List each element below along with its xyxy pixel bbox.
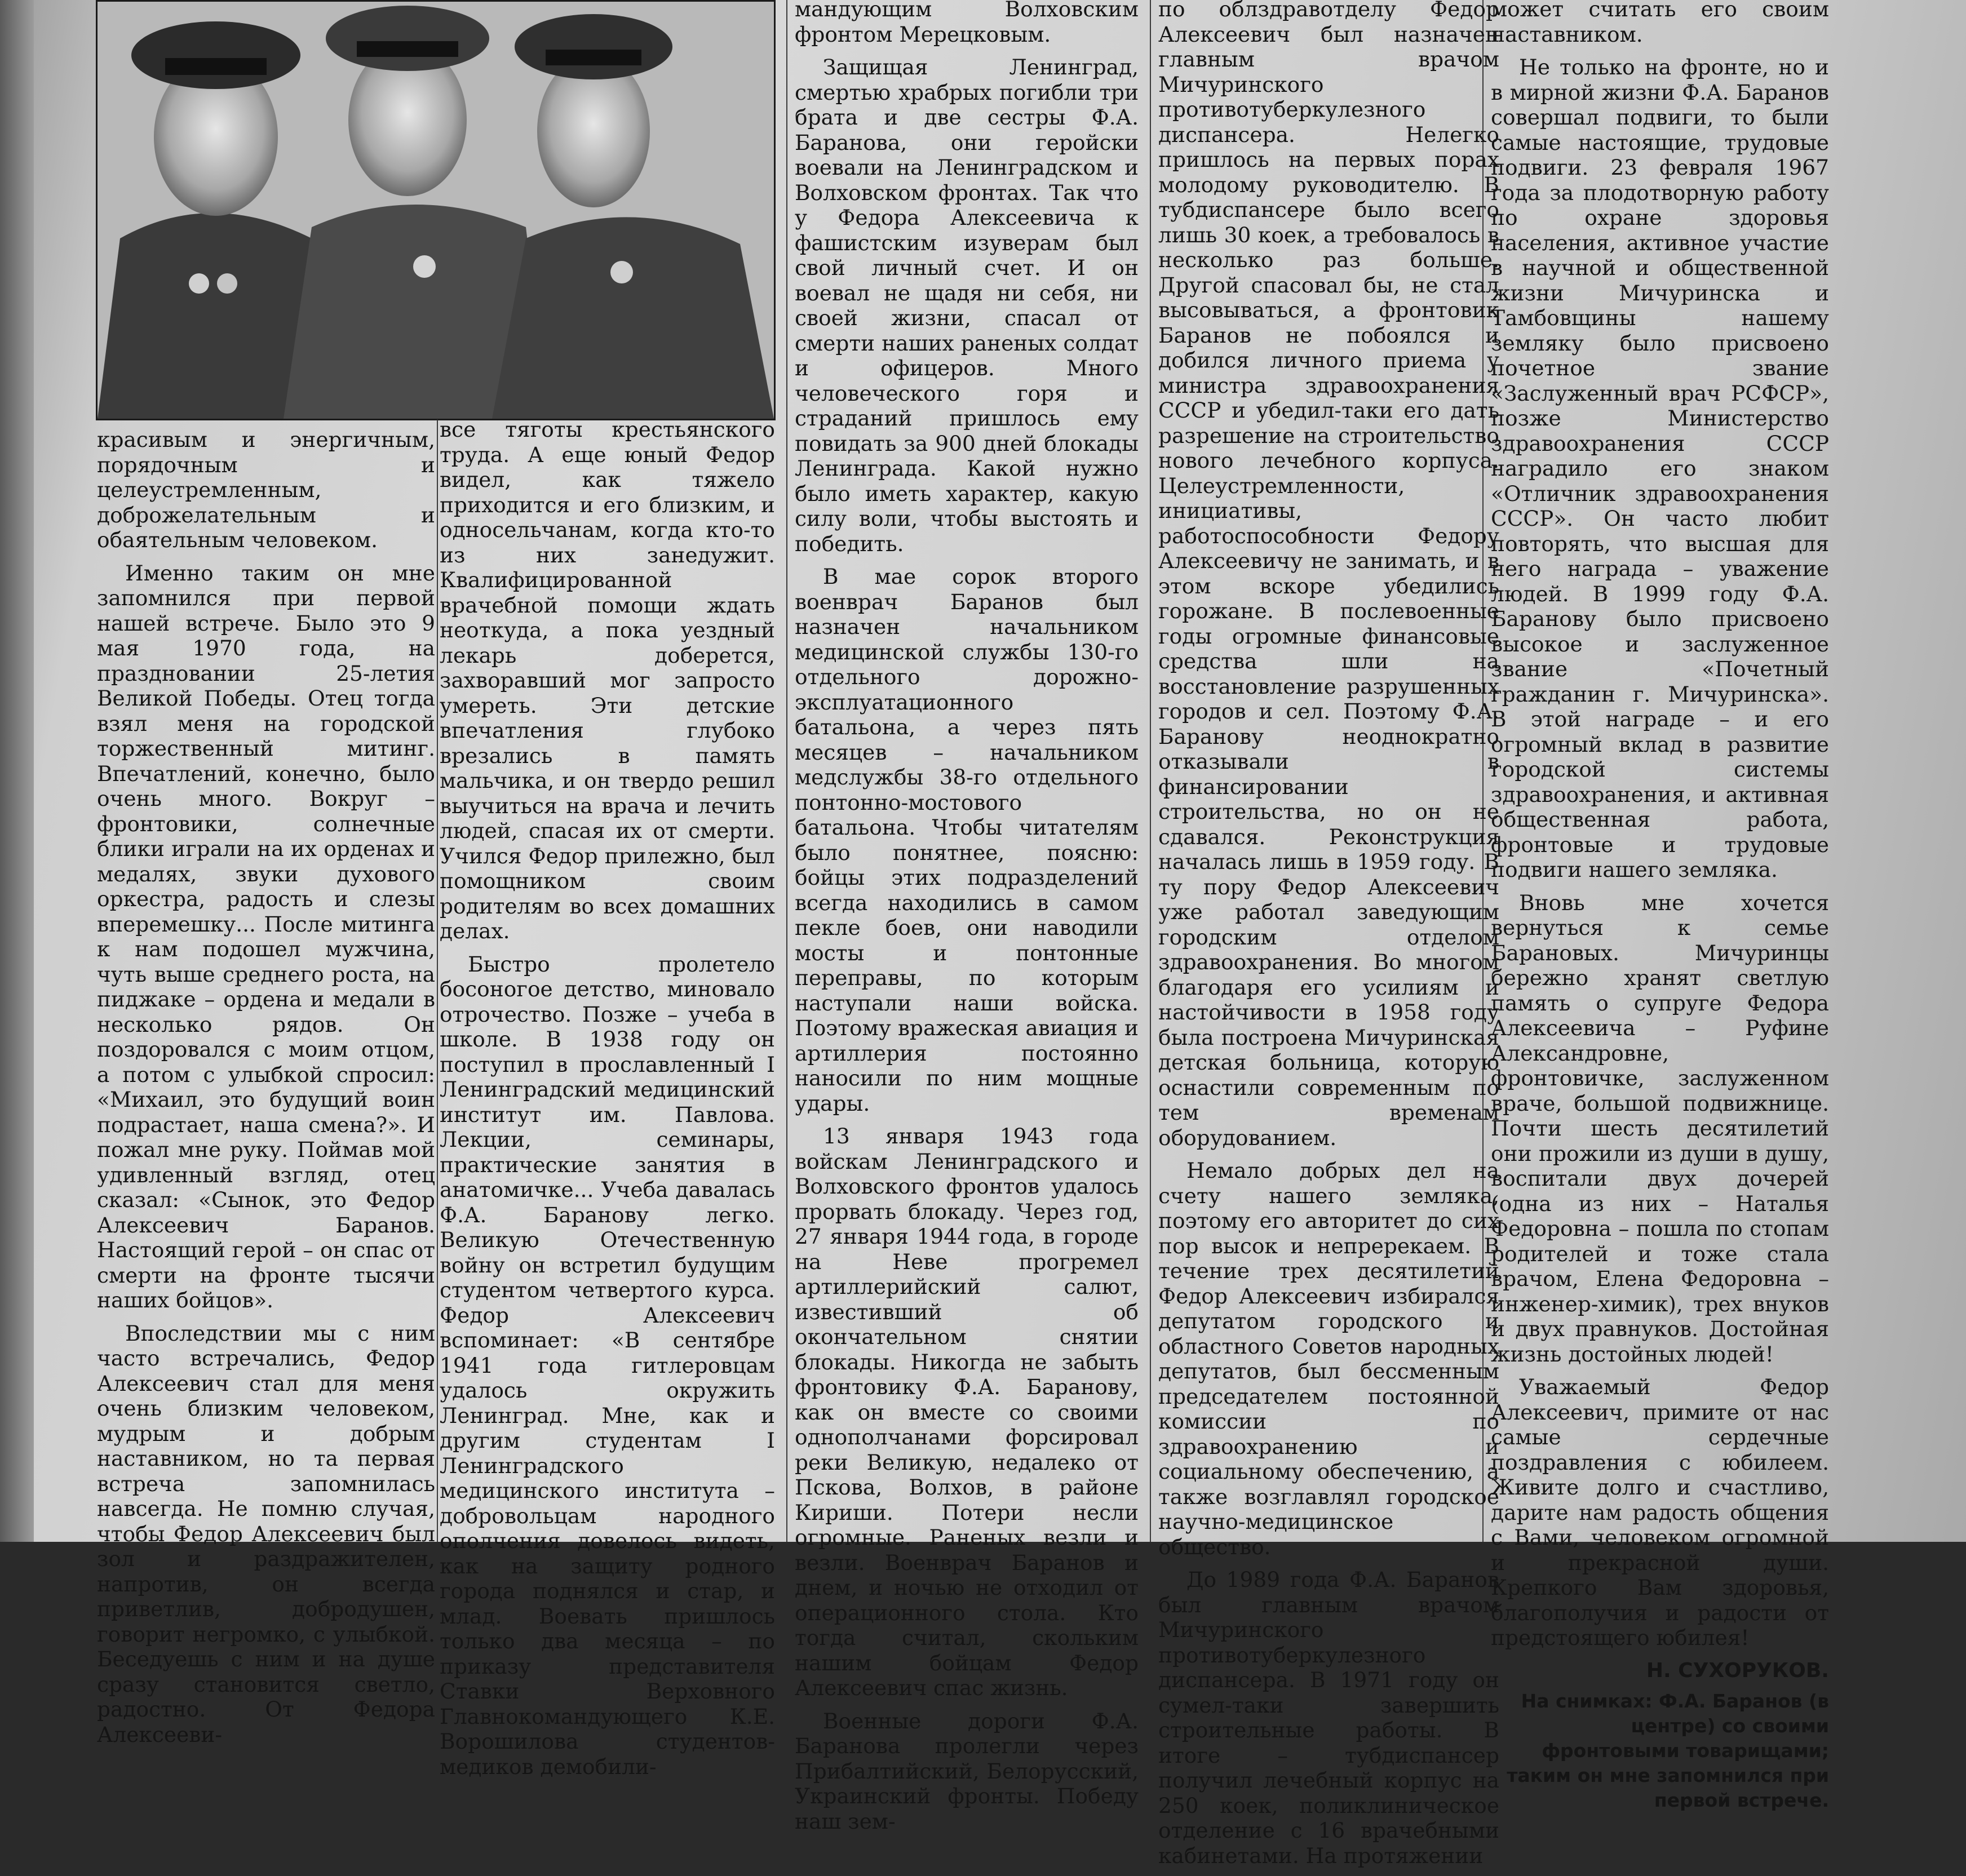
paragraph: по облздравотделу Федор Алексеевич был назначен главным врачом Мичуринского противотуберкулезного диспансера. Нелегко пришлось на первых порах молодому руководителю. В тубдиспансере было всего лишь 30 коек, а требовалось в несколько раз больше. Другой спасовал бы, не стал высовываться, а фронтовик Баранов не побоялся и добился личного приема у министра здравоохранения СССР и убедил-таки его дать разрешение на строительство нового лечебного корпуса. Целеустремленности, инициативы, работоспособности Федору Алексеевичу не занимать, и в этом вскоре убедились горожане. В послевоенные годы огромные финансовые средства шли на восстановление разрушенных городов и сел. Поэтому Ф.А. Баранову неоднократно отказывали в финансировании строительства, но он не сдавался. Реконструкция началась лишь в 1959 году. В ту пору Федор Алексеевич уже работал заведующим городским отделом здравоохранения. Во многом благодаря его усилиям и настойчивости в 1958 году была построена Мичуринская детская больница, которую оснастили современным по тем временам оборудованием.: [1158, 0, 1499, 1150]
paragraph: Не только на фронте, но и в мирной жизни Ф.А. Баранов совершал подвиги, то были самые настоящие, трудовые подвиги. 23 февраля 1967 года за плодотворную работу по охране здоровья населения, активное участие в научной и общественной жизни Мичуринска и Тамбовщины нашему земляку было присвоено почетное звание «Заслуженный врач РСФСР», позже Министерство здравоохранения СССР наградило его знаком «Отличник здравоохранения СССР». Он часто любит повторять, что высшая для него награда – уважение людей. В 1999 году Ф.А. Баранову было присвоено высокое и заслуженное звание «Почетный гражданин г. Мичуринска». В этой награде – и его огромный вклад в развитие городской системы здравоохранения, и активная общественная работа, фронтовые и трудовые подвиги нашего земляка.: [1491, 55, 1829, 882]
paragraph: Военные дороги Ф.А. Баранова пролегли через Прибалтийский, Белорусский, Украинский фронты. Победу наш зем-: [795, 1708, 1139, 1834]
paragraph: красивым и энергичным, порядочным и целеустремленным, доброжелательным и обаятельным человеком.: [97, 427, 435, 552]
paragraph: В мае сорок второго военврач Баранов был назначен начальником медицинской службы 130-го отдельного дорожно-эксплуатационного батальона, а через пять месяцев – начальником медслужбы 38-го отдельного понтонно-мостового батальона. Чтобы читателям было понятнее, поясню: бойцы этих подразделений всегда находились в самом пекле боев, они наводили мосты и понтонные переправы, по которым наступали наши войска. Поэтому вражеская авиация и артиллерия постоянно наносили по ним мощные удары.: [795, 564, 1139, 1116]
photo-caption: На снимках: Ф.А. Баранов (в центре) со своими фронтовыми товарищами; таким он мне запомнился при первой встрече.: [1507, 1690, 1829, 1811]
article-column-1: [97, 427, 435, 1755]
article-column-3: [795, 0, 1139, 1842]
paragraph: До 1989 года Ф.А. Баранов был главным врачом Мичуринского противотуберкулезного диспансера. В 1971 году он сумел-таки завершить строительные работы. В итоге – тубдиспансер получил лечебный корпус на 250 коек, поликлиническое отделение с 16 врачебными кабинетами. На протяжении: [1158, 1567, 1499, 1868]
article-column-5: [1491, 0, 1829, 1813]
paragraph: Немало добрых дел на счету нашего земляка, поэтому его авторитет до сих пор высок и непререкаем. В течение трех десятилетий Федор Алексеевич избирался депутатом городского и областного Советов народных депутатов, был бессменным председателем постоянной комиссии по здравоохранению и социальному обеспечению, а также возглавлял городское научно-медицинское общество.: [1158, 1158, 1499, 1559]
author-signature: Н. СУХОРУКОВ.: [1646, 1658, 1829, 1682]
paragraph: все тяготы крестьянского труда. А еще юный Федор видел, как тяжело приходится и его близким, и односельчанам, когда кто-то из них занедужит. Квалифицированной врачебной помощи ждать неоткуда, а пока уездный лекарь доберется, захворавший мог запросто умереть. Эти детские впечатления глубоко врезались в память мальчика, и он твердо решил выучиться на врача и лечить людей, спасая их от смерти. Учился Федор прилежно, был помощником своим родителям во всех домашних делах.: [440, 417, 775, 943]
paragraph: Именно таким он мне запомнился при первой нашей встрече. Было это 9 мая 1970 года, на праздновании 25-летия Великой Победы. Отец тогда взял меня на городской торжественный митинг. Впечатлений, конечно, было очень много. Вокруг – фронтовики, солнечные блики играли на их орденах и медалях, звуки духового оркестра, радость и слезы вперемешку... После митинга к нам подошел мужчина, чуть выше среднего роста, на пиджаке – ордена и медали в несколько рядов. Он поздоровался с моим отцом, а потом с улыбкой спросил: «Михаил, это будущий воин подрастает, наша смена?». И пожал мне руку. Поймав мой удивленный взгляд, отец сказал: «Сынок, это Федор Алексеевич Баранов. Настоящий герой – он спас от смерти на фронте тысячи наших бойцов».: [97, 560, 435, 1312]
paragraph: Уважаемый Федор Алексеевич, примите от нас самые сердечные поздравления с юбилеем. Живите долго и счастливо, дарите нам радость общения с Вами, человеком огромной и прекрасной души. Крепкого Вам здоровья, благополучия и радости от предстоящего юбилея!: [1491, 1374, 1829, 1650]
paragraph: мандующим Волховским фронтом Мерецковым.: [795, 0, 1139, 47]
page-edge: [0, 0, 34, 1542]
paragraph: Защищая Ленинград, смертью храбрых погибли три брата и две сестры Ф.А. Баранова, они геройски воевали на Ленинградском и Волховском фронтах. Так что у Федора Алексеевича к фашистским изуверам был свой личный счет. И он воевал не щадя ни себя, ни своей жизни, спасал от смерти наших раненых солдат и офицеров. Много человеческого горя и страданий пришлось ему повидать за 900 дней блокады Ленинграда. Какой нужно было иметь характер, какую силу воли, чтобы выстоять и победить.: [795, 55, 1139, 556]
paragraph: Вновь мне хочется вернуться к семье Барановых. Мичуринцы бережно хранят светлую память о супруге Федора Алексеевича – Руфине Александровне, фронтовичке, заслуженном враче, большой подвижнице. Почти шесть десятилетий они прожили из души в душу, воспитали двух дочерей (одна из них – Наталья Федоровна – пошла по стопам родителей и тоже стала врачом, Елена Федоровна – инженер-химик), трех внуков и двух правнуков. Достойная жизнь достойных людей!: [1491, 890, 1829, 1367]
soldiers-photo: [96, 0, 776, 420]
article-column-4: [1158, 0, 1499, 1876]
article-column-2: [440, 417, 775, 1787]
paragraph: 13 января 1943 года войскам Ленинградского и Волховского фронтов удалось прорвать блокаду. Через год, 27 января 1944 года, в городе на Неве прогремел артиллерийский салют, известивший об окончательном снятии блокады. Никогда не забыть фронтовику Ф.А. Баранову, как он вместе со своими однополчанами форсировал реки Великую, недалеко от Пскова, Волхов, в районе Кириши. Потери несли огромные. Раненых везли и везли. Военврач Баранов и днем, и ночью не отходил от операционного стола. Кто тогда считал, скольким нашим бойцам Федор Алексеевич спас жизнь.: [795, 1124, 1139, 1700]
paragraph: может считать его своим наставником.: [1491, 0, 1829, 47]
paragraph: Впоследствии мы с ним часто встречались, Федор Алексеевич стал для меня очень близким человеком, мудрым и добрым наставником, но та первая встреча запомнилась навсегда. Не помню случая, чтобы Федор Алексеевич был зол и раздражителен, напротив, он всегда приветлив, добродушен, говорит негромко, с улыбкой. Беседуешь с ним и на душе сразу становится светло, радостно. От Федора Алексееви-: [97, 1320, 435, 1747]
paragraph: Быстро пролетело босоногое детство, миновало отрочество. Позже – учеба в школе. В 1938 году он поступил в прославленный I Ленинградский медицинский институт им. Павлова. Лекции, семинары, практические занятия в анатомичке... Учеба давалась Ф.А. Баранову легко. Великую Отечественную войну он встретил будущим студентом четвертого курса. Федор Алексеевич вспоминает: «В сентябре 1941 года гитлеровцам удалось окружить Ленинград. Мне, как и другим студентам I Ленинградского медицинского института – добровольцам народного ополчения довелось видеть, как на защиту родного города поднялся и стар, и млад. Воевать пришлось только два месяца – по приказу представителя Ставки Верховного Главнокомандующего К.Е. Ворошилова студентов-медиков демобили-: [440, 951, 775, 1779]
